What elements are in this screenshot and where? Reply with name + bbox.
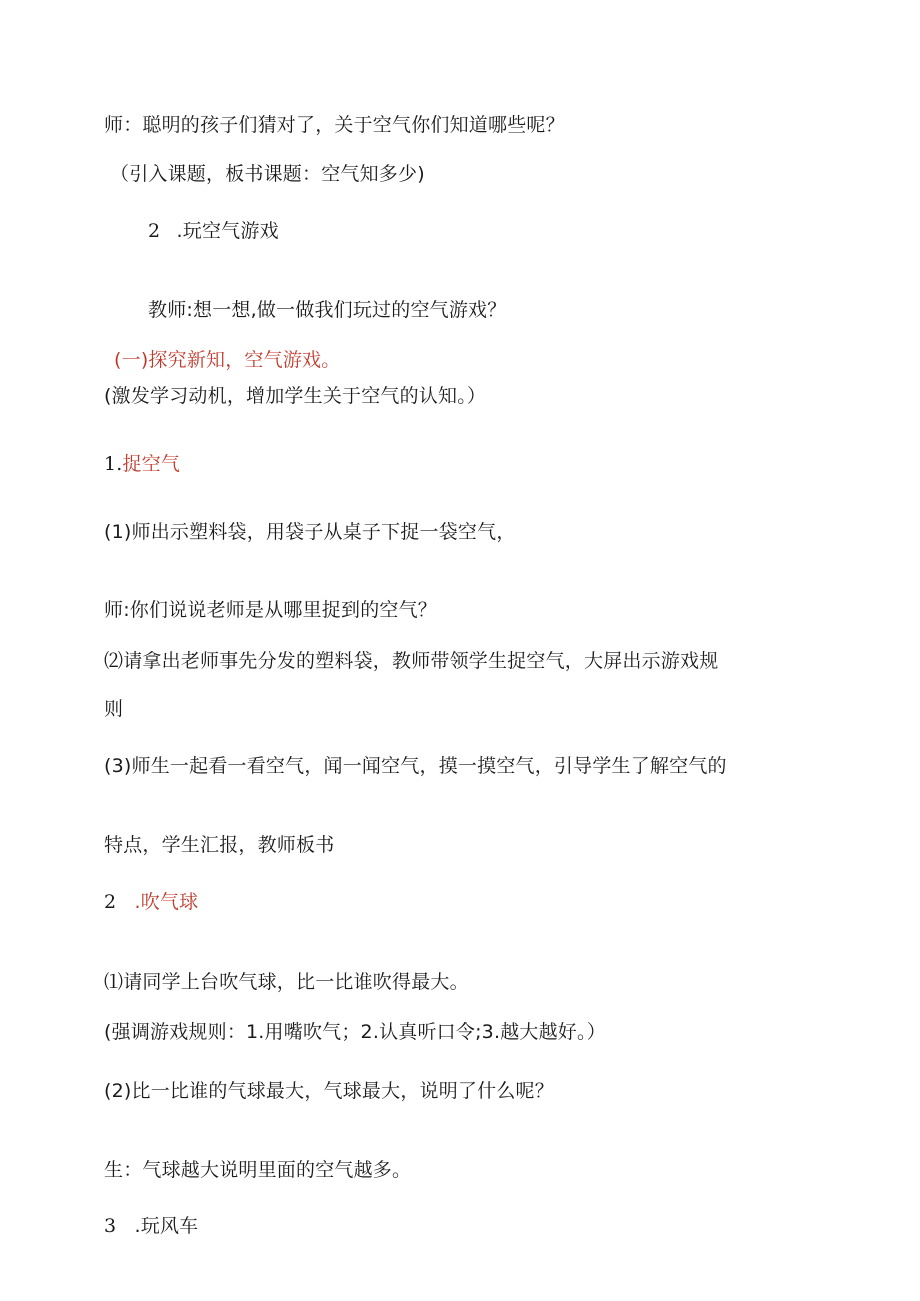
subheading-title: .吹气球 [134,891,199,913]
subheading-title: .玩风车 [134,1215,199,1237]
subheading-number: 3 [104,1215,117,1237]
balloon-step-1: ⑴请同学上台吹气球，比一比谁吹得最大。 [104,971,469,993]
topic-intro-note: （引入课题，板书课题：空气知多少) [110,163,425,185]
subheading-title: 捉空气 [122,453,181,475]
section-play-air-games [148,219,279,243]
section-number: 2 [148,220,161,242]
subheading-blow-balloon [104,890,198,914]
step-3-line: (3)师生一起看一看空气，闻一闻空气，摸一摸空气，引导学生了解空气的 [104,755,727,777]
subheading-number: 2 [104,891,117,913]
game-rules-note: (强调游戏规则：1.用嘴吹气；2.认真听口令;3.越大越好。） [104,1021,606,1043]
step-2-continued: 则 [104,698,124,720]
teacher-question-line: 师：聪明的孩子们猜对了，关于空气你们知道哪些呢？ [104,114,565,136]
section-title: .玩空气游戏 [176,220,279,242]
heading-explore-new-knowledge: (一)探究新知，空气游戏。 [114,349,341,371]
teacher-ask-line: 师:你们说说老师是从哪里捉到的空气？ [104,599,438,621]
motivation-note: (激发学习动机，增加学生关于空气的认知。） [104,385,487,407]
subheading-catch-air [104,452,180,476]
balloon-step-2: (2)比一比谁的气球最大，气球最大，说明了什么呢？ [104,1080,554,1102]
step-1-line: (1)师出示塑料袋，用袋子从桌子下捉一袋空气， [104,521,516,543]
step-3-continued: 特点，学生汇报，教师板书 [104,834,335,856]
teacher-prompt-line: 教师:想一想,做一做我们玩过的空气游戏？ [148,299,507,321]
step-2-line: ⑵请拿出老师事先分发的塑料袋，教师带领学生捉空气，大屏出示游戏规 [104,650,719,672]
subheading-play-pinwheel [104,1214,198,1238]
subheading-number: 1. [104,453,123,475]
student-answer-line: 生：气球越大说明里面的空气越多。 [104,1159,412,1181]
